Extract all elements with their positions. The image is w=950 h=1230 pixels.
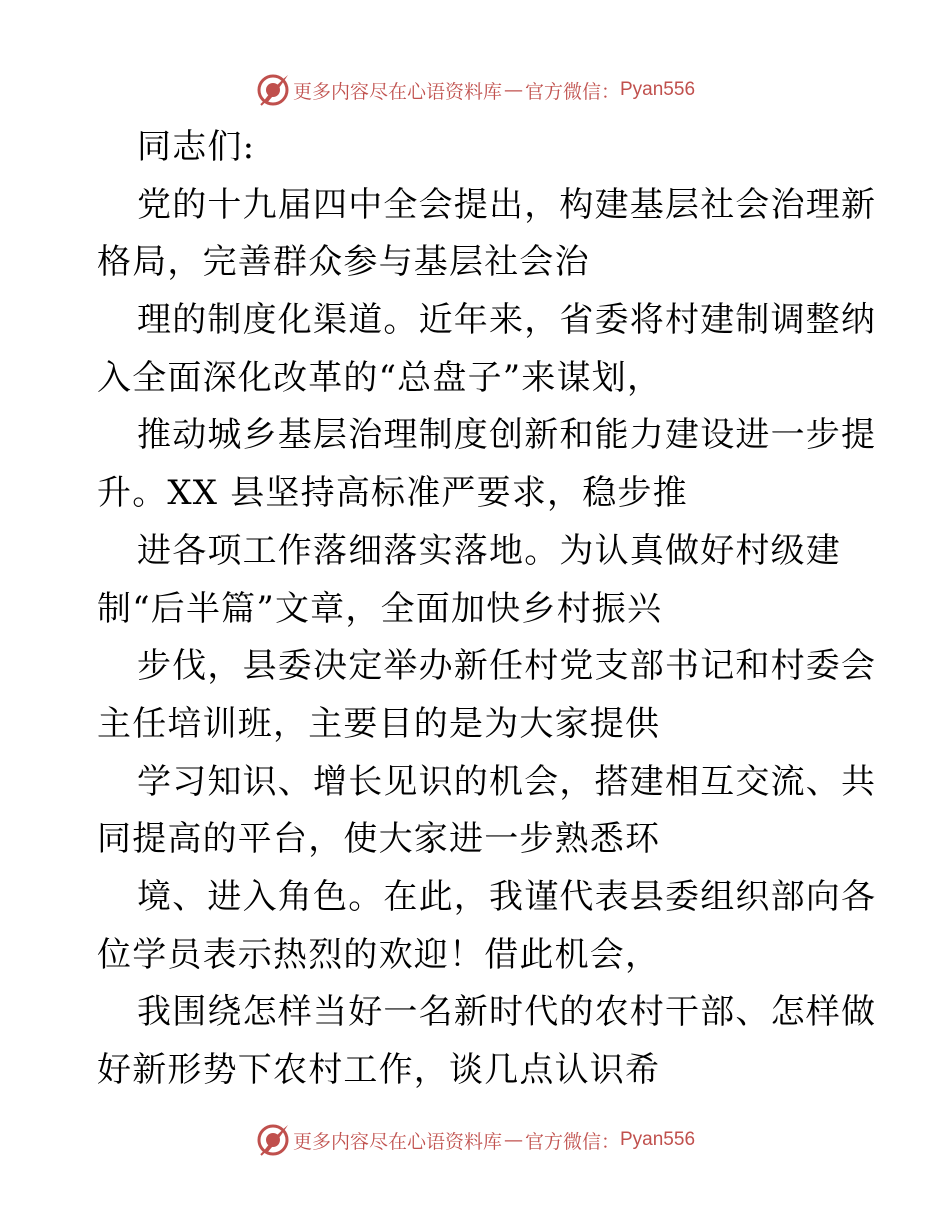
body-line: 我围绕怎样当好一名新时代的农村干部、怎样做 bbox=[137, 992, 877, 1033]
body-line: 步伐，县委决定举办新任村党支部书记和村委会 bbox=[137, 646, 877, 687]
body-line: 主任培训班，主要目的是为大家提供 bbox=[97, 703, 661, 744]
body-line: 进各项工作落细落实落地。为认真做好村级建 bbox=[137, 530, 841, 571]
body-line: 党的十九届四中全会提出，构建基层社会治理新 bbox=[137, 184, 877, 225]
quill-logo-icon bbox=[255, 1122, 291, 1158]
watermark-text: 更多内容尽在心语资料库 bbox=[292, 1130, 502, 1153]
salutation: 同志们: bbox=[137, 127, 256, 167]
body-line: 位学员表示热烈的欢迎！借此机会， bbox=[97, 934, 661, 975]
footer-watermark bbox=[0, 1120, 950, 1160]
body-line: 入全面深化改革的“总盘子”来谋划， bbox=[97, 357, 663, 398]
quill-logo-icon bbox=[255, 72, 291, 108]
body-line: 格局，完善群众参与基层社会治 bbox=[97, 242, 590, 283]
watermark-label: 官方微信： bbox=[524, 80, 620, 103]
document-body bbox=[97, 119, 877, 1100]
watermark-separator: — bbox=[503, 1129, 523, 1151]
body-line: 升。XX 县坚持高标准严要求，稳步推 bbox=[97, 473, 688, 514]
watermark-id: Pyan556 bbox=[620, 79, 696, 100]
body-line: 学习知识、增长见识的机会，搭建相互交流、共 bbox=[137, 761, 877, 802]
body-line: 制“后半篇”文章，全面加快乡村振兴 bbox=[97, 588, 663, 629]
body-line: 同提高的平台，使大家进一步熟悉环 bbox=[97, 819, 661, 860]
body-line: 境、进入角色。在此，我谨代表县委组织部向各 bbox=[137, 876, 877, 917]
body-line: 好新形势下农村工作，谈几点认识希 bbox=[97, 1050, 661, 1090]
watermark-id: Pyan556 bbox=[620, 1129, 696, 1150]
watermark-separator: — bbox=[503, 79, 523, 101]
header-watermark bbox=[0, 70, 950, 110]
watermark-text: 更多内容尽在心语资料库 bbox=[292, 80, 502, 103]
body-line: 理的制度化渠道。近年来，省委将村建制调整纳 bbox=[137, 300, 877, 341]
watermark-label: 官方微信： bbox=[524, 1130, 620, 1153]
body-line: 推动城乡基层治理制度创新和能力建设进一步提 bbox=[137, 415, 877, 456]
